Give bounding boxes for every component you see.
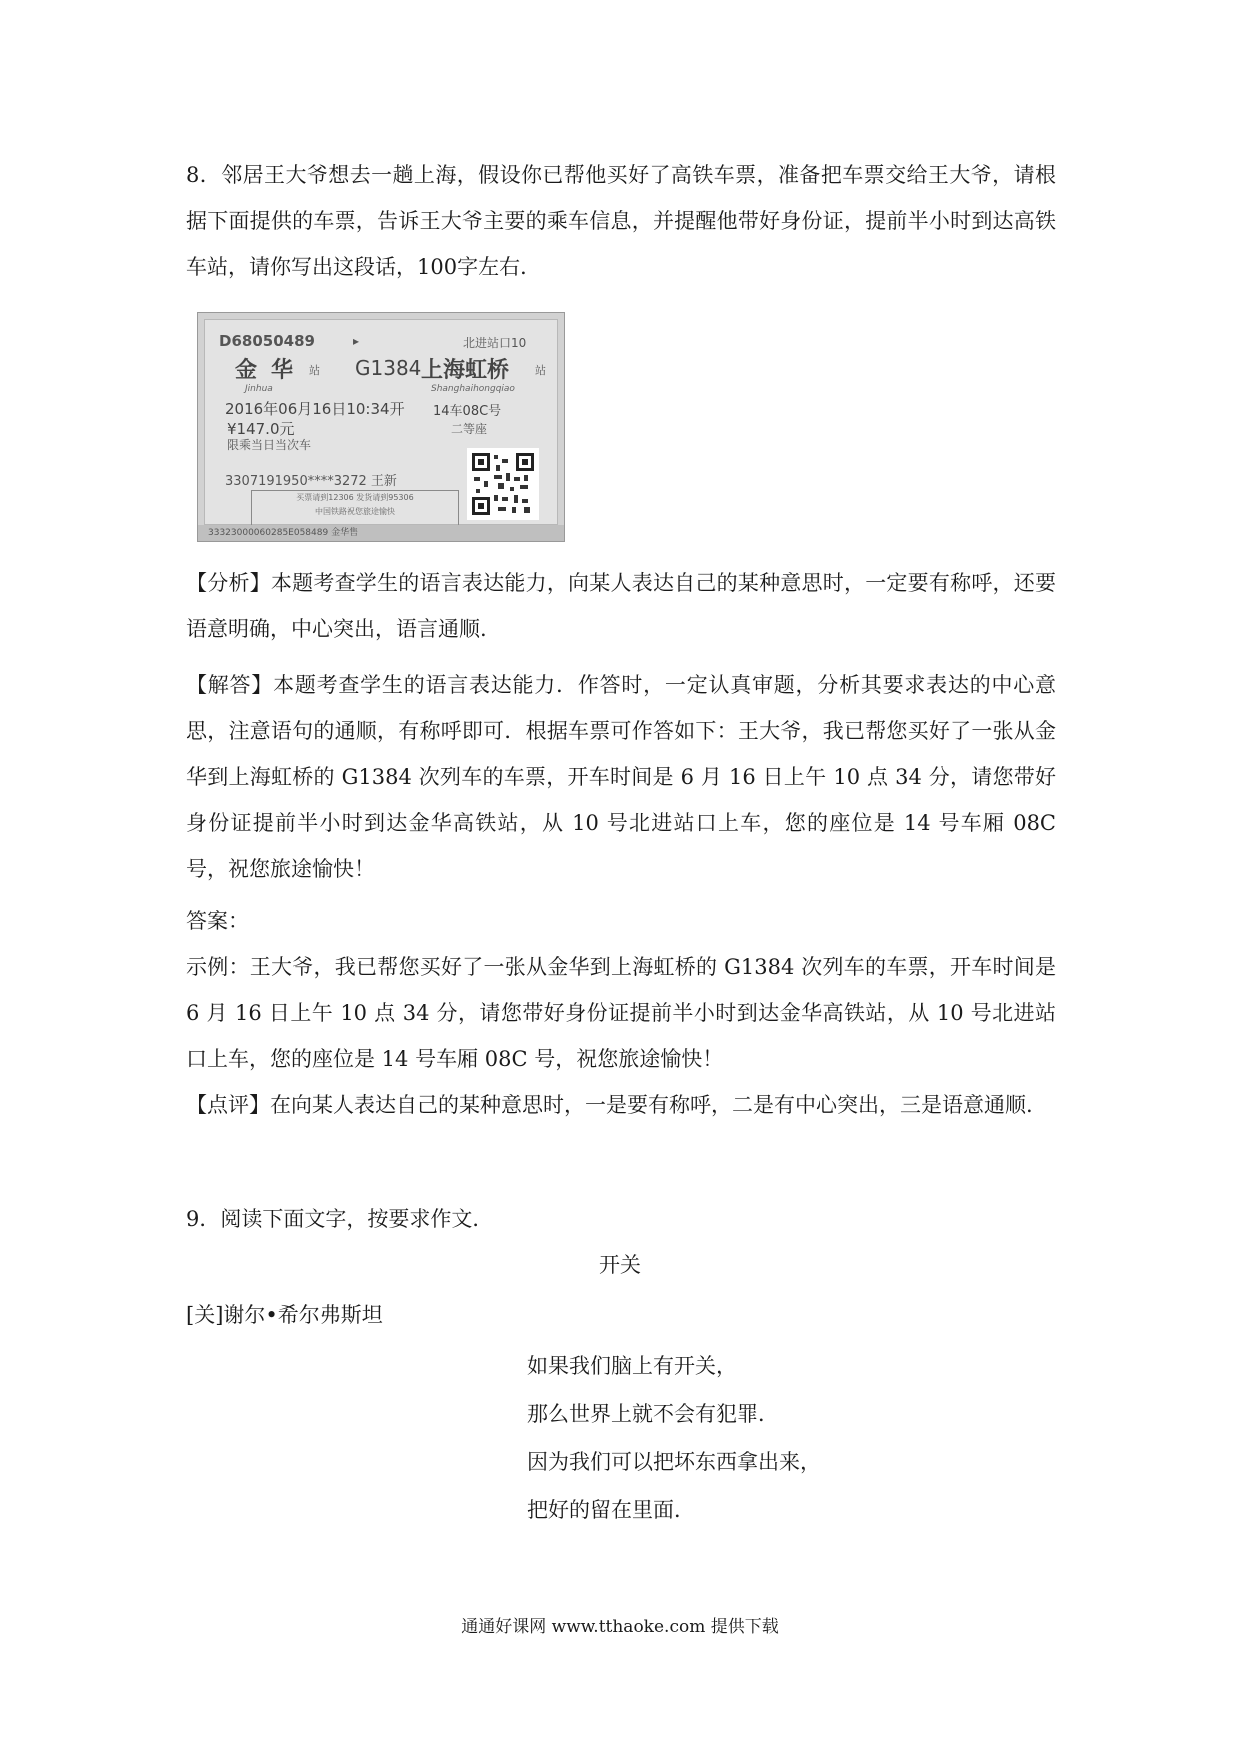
poem-line: 那么世界上就不会有犯罪． [527, 1402, 779, 1426]
ticket-notice-line: 中国铁路祝您旅途愉快 [315, 507, 395, 516]
poem-title: 开关 [599, 1253, 641, 1277]
ticket-train-number: G1384 [355, 356, 422, 380]
ticket-passenger-id: 3307191950****3272 王新 [225, 474, 397, 489]
comment-text: 在向某人表达自己的某种意思时，一是要有称呼，二是有中心突出，三是语意通顺. [270, 1093, 1033, 1117]
ticket-number: D68050489 [219, 332, 315, 350]
ticket-price: ¥147.0元 [227, 420, 295, 438]
poem-line: 如果我们脑上有开关， [527, 1354, 737, 1378]
qr-code-icon [467, 448, 539, 520]
ticket-seat: 14车08C号 [433, 404, 502, 419]
ticket-gate: 北进站口10 [463, 336, 527, 350]
ticket-to-pinyin: Shanghaihongqiao [431, 384, 515, 394]
sample-answer: 示例：王大爷，我已帮您买好了一张从金华到上海虹桥的 G1384 次列车的车票，开车时间是 6 月 16 日上午 10 点 34 分，请您带好身份证提前半小时到达金华高铁站，从 10 号北进站口上车，您的座位是 14 号车厢 08C 号，祝您旅途愉快！ [186, 955, 1056, 1071]
analysis-paragraph [186, 560, 1056, 652]
ticket-to-station: 上海虹桥 [421, 358, 510, 383]
train-ticket-image [197, 312, 565, 542]
ticket-validity: 限乘当日当次车 [227, 438, 312, 452]
solution-text: 本题考查学生的语言表达能力．作答时，一定认真审题，分析其要求表达的中心意思，注意语句的通顺，有称呼即可．根据车票可作答如下：王大爷，我已帮您买好了一张从金华到上海虹桥的 G1384 次列车的车票，开车时间是 6 月 16 日上午 10 点 34 分，请您带好身份证提前半小时到达金华高铁站，从 10 号北进站口上车，您的座位是 14 号车厢 08C 号，祝您旅途愉快！ [186, 673, 1056, 881]
ticket-from-suffix: 站 [309, 364, 320, 377]
solution-paragraph [186, 662, 1056, 892]
ticket-serial: 33323000060285E058489 金华售 [198, 525, 564, 541]
ticket-to-suffix: 站 [535, 364, 546, 377]
ticket-datetime: 2016年06月16日10:34开 [225, 400, 405, 418]
ticket-notice-line: 买票请到12306 发货请到95306 [296, 493, 414, 502]
question-9: 9．阅读下面文字，按要求作文． [186, 1207, 494, 1231]
ticket-from-pinyin: Jinhua [245, 384, 273, 394]
ticket-notice-box [251, 490, 459, 526]
question-8: 8．邻居王大爷想去一趟上海，假设你已帮他买好了高铁车票，准备把车票交给王大爷，请根据下面提供的车票，告诉王大爷主要的乘车信息，并提醒他带好身份证，提前半小时到达高铁车站，请你写出这段话，100字左右． [186, 163, 1056, 279]
analysis-tag: 【分析】 [186, 571, 271, 595]
comment-tag: 【点评】 [186, 1093, 270, 1117]
ticket-from-station: 金华 [235, 358, 308, 383]
poem-line: 把好的留在里面． [527, 1498, 695, 1522]
page-footer: 通通好课网 www.tthaoke.com 提供下载 [461, 1617, 779, 1637]
analysis-text: 本题考查学生的语言表达能力，向某人表达自己的某种意思时，一定要有称呼，还要语意明确，中心突出，语言通顺. [186, 571, 1057, 641]
ticket-seat-class: 二等座 [451, 422, 488, 436]
solution-tag: 【解答】 [186, 673, 274, 697]
answer-label: 答案： [186, 909, 249, 933]
poem-line: 因为我们可以把坏东西拿出来， [527, 1450, 821, 1474]
ticket-body [204, 319, 558, 525]
comment-paragraph [186, 1082, 1056, 1128]
arrow-icon: ▸ [353, 334, 360, 348]
poem-author: [关]谢尔•希尔弗斯坦 [186, 1303, 383, 1327]
